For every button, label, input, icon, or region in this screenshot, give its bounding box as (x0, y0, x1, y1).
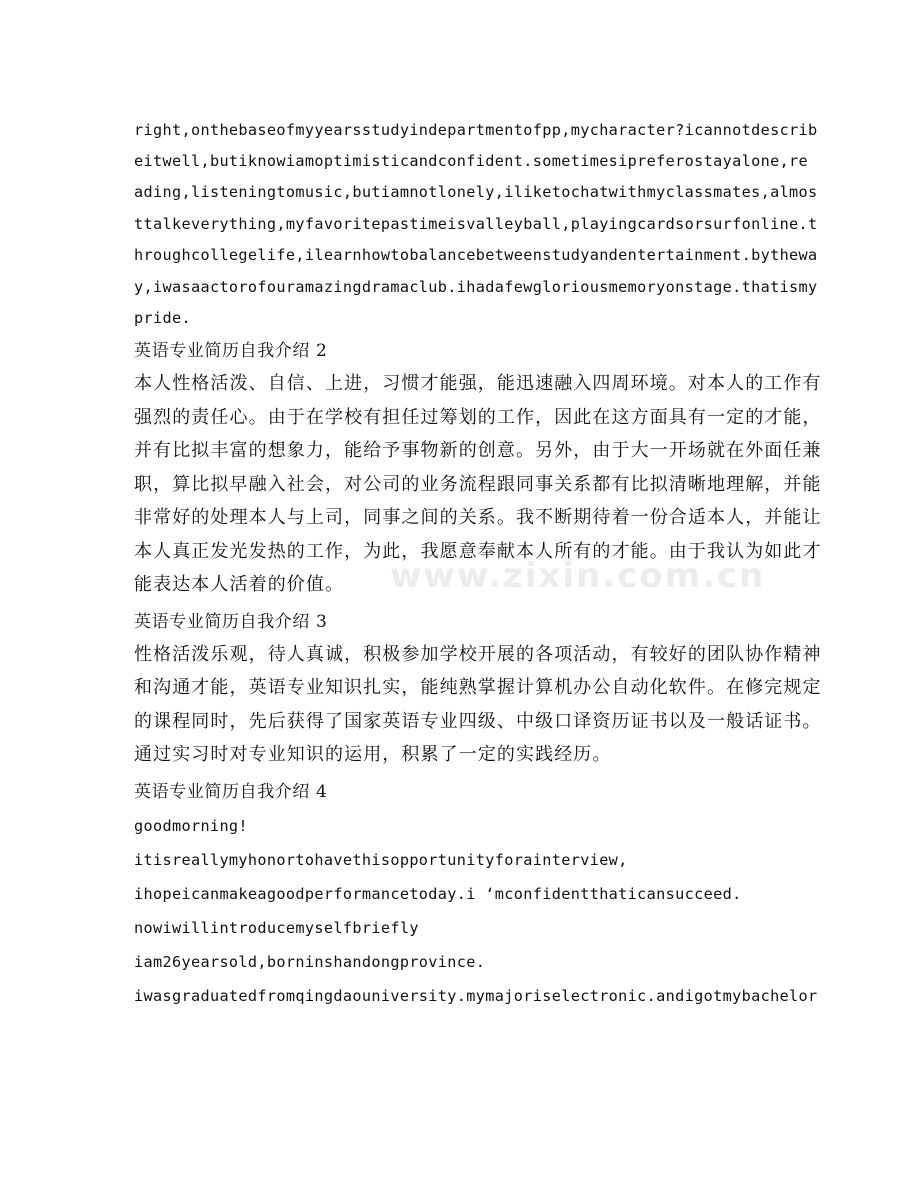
english-intro-line: eitwell,butiknowiamoptimisticandconfident.sometimesipreferostayalone,re (134, 152, 809, 170)
section-2-line: 并有比拟丰富的想象力，能给予事物新的创意。另外，由于大一开场就在外面任兼 (134, 440, 822, 461)
section-2-line: 本人真正发光发热的工作，为此，我愿意奉献本人所有的才能。由于我认为如此才 (134, 541, 822, 562)
section-2-heading: 英语专业简历自我介绍 2 (134, 341, 328, 361)
english-intro-line: ttalkeverything,myfavoritepastimeisvalleyball,playingcardsorsurfonline.t (134, 215, 818, 233)
section-4-line: iam26yearsold,borninshandongprovince. (134, 953, 486, 971)
section-4-heading: 英语专业简历自我介绍 4 (134, 782, 328, 802)
section-2-line: 非常好的处理本人与上司，同事之间的关系。我不断期待着一份合适本人，并能让 (134, 507, 822, 528)
section-3-heading: 英语专业简历自我介绍 3 (134, 612, 328, 632)
section-2-line: 本人性格活泼、自信、上进，习惯才能强，能迅速融入四周环境。对本人的工作有 (134, 373, 822, 394)
english-intro-line: hroughcollegelife,ilearnhowtobalancebetweenstudyandentertainment.bythewa (134, 246, 818, 264)
english-intro-line: ading,listeningtomusic,butiamnotlonely,iliketochatwithmyclassmates,almos (134, 183, 818, 201)
section-2-line: 强烈的责任心。由于在学校有担任过筹划的工作，因此在这方面具有一定的才能， (134, 407, 822, 428)
section-4-line: nowiwillintroducemyselfbriefly (134, 919, 419, 937)
section-4-line: iwasgraduatedfromqingdaouniversity.mymajoriselectronic.andigotmybachelor (134, 987, 818, 1005)
english-intro-line: right,onthebaseofmyyearsstudyindepartmentofpp,mycharacter?icannotdescrib (134, 121, 818, 139)
section-2-line: 能表达本人活着的价值。 (134, 574, 345, 595)
section-3-line: 的课程同时，先后获得了国家英语专业四级、中级口译资历证书以及一般话证书。 (134, 711, 822, 732)
english-intro-line: pride. (134, 309, 191, 327)
section-3-line: 通过实习时对专业知识的运用，积累了一定的实践经历。 (134, 744, 612, 765)
section-4-line: ihopeicanmakeagoodperformancetoday.i ‘mconfidentthaticansucceed. (134, 885, 742, 903)
section-4-line: goodmorning! (134, 817, 248, 835)
section-2-line: 职，算比拟早融入社会，对公司的业务流程跟同事关系都有比拟清晰地理解，并能 (134, 474, 822, 495)
section-3-line: 性格活泼乐观，待人真诚，积极参加学校开展的各项活动，有较好的团队协作精神 (134, 644, 822, 665)
section-3-line: 和沟通才能，英语专业知识扎实，能纯熟掌握计算机办公自动化软件。在修完规定 (134, 677, 822, 698)
english-intro-line: y,iwasaactorofouramazingdramaclub.ihadafewgloriousmemoryonstage.thatismy (134, 278, 818, 296)
watermark: www.zixin.com.cn (390, 556, 766, 596)
section-4-line: itisreallymyhonortohavethisopportunityforainterview, (134, 851, 628, 869)
